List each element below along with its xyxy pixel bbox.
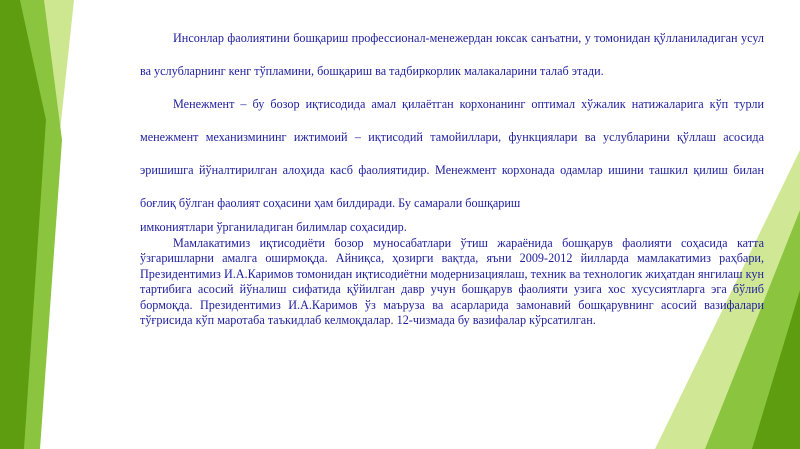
- paragraph-2-end: имкониятлари ўрганиладиган билимлар соҳасидир.: [140, 220, 407, 234]
- paragraph-1: Инсонлар фаолиятини бошқариш профессионал-менежердан юксак санъатни, у томонидан қўлланиладиган усул ва услубларнинг кенг тўпламини, бошқариш ва тадбиркорлик малакаларини талаб этади.: [140, 31, 764, 78]
- paragraph-2: Менежмент – бу бозор иқтисодида амал қилаётган корхонанинг оптимал хўжалик натижаларига кўп турли менежмент механизмининг ижтимоий – иқтисодий тамойиллари, функциялари ва услубларини қўллаш асосида эришишга йўналтирилган алоҳида касб фаолиятидир. Менежмент корхонада одамлар ишини ташкил қилиш билан боғлиқ бўлган фаолият соҳасини ҳам билдиради. Бу самарали бошқариш: [140, 97, 764, 210]
- paragraph-3: Мамлакатимиз иқтисодиёти бозор муносабатлари ўтиш жараёнида бошқарув фаолияти соҳасида катта ўзгаришларни амалга оширмоқда. Айниқса, ҳозирги вақтда, яъни 2009-2012 йилларда мамлакатимиз раҳбари, Президентимиз И.А.Каримов томонидан иқтисодиётни модернизациялаш, техник ва технологик жиҳатдан янгилаш кун тартибига асосий йўналиш сифатида қўйилган давр учун бошқарув фаолияти узига хос хусусиятларга эга бўлиб бормоқда. Президентимиз И.А.Каримов ўз маъруза ва асарларида замонавий бошқарувнинг асосий вазифалари тўғрисида кўп маротаба таъкидлаб келмоқдалар. 12-чизмада бу вазифалар кўрсатилган.: [140, 235, 764, 327]
- body-text: [140, 22, 764, 329]
